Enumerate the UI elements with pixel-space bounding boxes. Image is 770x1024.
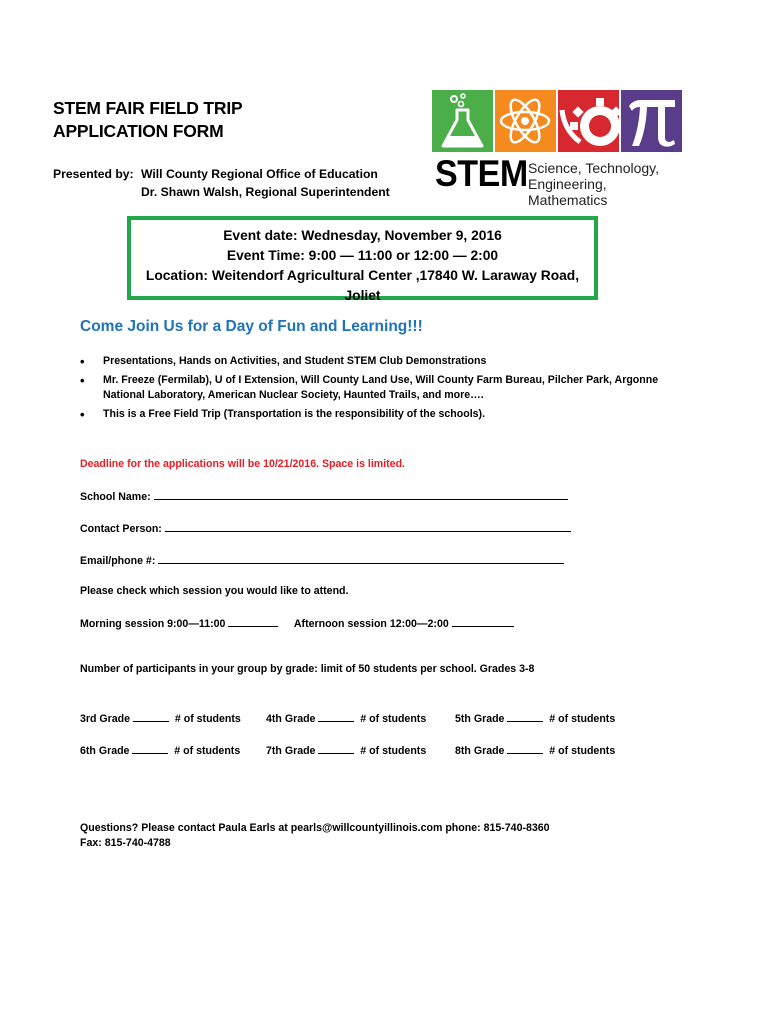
title-line-2: APPLICATION FORM xyxy=(53,121,224,141)
grade-suffix: # of students xyxy=(174,713,241,725)
logo-subtitle-line-1: Science, Technology, xyxy=(528,160,660,176)
logo-subtitle xyxy=(528,160,682,208)
grade-label: 7th Grade xyxy=(266,745,316,757)
school-name-label: School Name: xyxy=(80,491,151,503)
bullet-icon: • xyxy=(80,354,85,369)
list-item xyxy=(80,373,680,404)
grade-suffix: # of students xyxy=(549,745,616,757)
list-item xyxy=(80,354,680,370)
grade-suffix: # of students xyxy=(360,713,427,725)
grade-label: 8th Grade xyxy=(455,745,505,757)
bullet-text: This is a Free Field Trip (Transportation is the responsibility of the schools). xyxy=(103,407,486,420)
grade-suffix: # of students xyxy=(360,745,427,757)
grade-count-blank[interactable] xyxy=(133,711,169,722)
morning-session-blank[interactable] xyxy=(228,616,278,627)
presented-by xyxy=(53,165,390,201)
afternoon-session-label: Afternoon session 12:00—2:00 xyxy=(293,618,449,630)
stem-logo xyxy=(432,90,682,208)
session-prompt: Please check which session you would like to attend. xyxy=(80,585,349,597)
email-phone-field xyxy=(80,553,564,567)
invite-heading: Come Join Us for a Day of Fun and Learning!!! xyxy=(80,318,423,335)
grade-label: 4th Grade xyxy=(266,713,316,725)
presented-by-label: Presented by: xyxy=(53,167,134,181)
contact-person-label: Contact Person: xyxy=(80,523,162,535)
grade-cell xyxy=(266,743,426,757)
contact-person-blank[interactable] xyxy=(165,521,571,532)
logo-subtitle-line-2: Engineering, Mathematics xyxy=(528,176,608,208)
bullet-text: Mr. Freeze (Fermilab), U of I Extension, Will County Land Use, Will County Farm Bureau, Pilcher Park, Argonne National Laboratory, American Nuclear Society, Haunted Trails, and more…. xyxy=(103,373,659,401)
bullet-icon: • xyxy=(80,406,85,422)
session-choices xyxy=(80,616,514,630)
grade-count-blank[interactable] xyxy=(507,711,543,722)
atom-icon xyxy=(495,90,556,152)
school-name-field xyxy=(80,489,568,503)
contact-info xyxy=(80,821,550,851)
event-date: Event date: Wednesday, November 9, 2016 xyxy=(223,228,502,243)
grade-cell xyxy=(80,711,241,725)
gear-icon xyxy=(558,90,619,152)
grade-cell xyxy=(455,743,615,757)
bullet-icon: • xyxy=(80,372,85,388)
flask-icon xyxy=(432,90,493,152)
contact-person-field xyxy=(80,521,571,535)
morning-session-label: Morning session 9:00—11:00 xyxy=(80,618,226,630)
grade-label: 3rd Grade xyxy=(80,713,131,725)
contact-questions: Questions? Please contact Paula Earls at pearls@willcountyillinois.com phone: 815-740-8360 xyxy=(80,822,550,834)
deadline-notice: Deadline for the applications will be 10/21/2016. Space is limited. xyxy=(80,458,405,470)
grade-cell xyxy=(80,743,240,757)
grade-label: 5th Grade xyxy=(455,713,505,725)
bullet-text: Presentations, Hands on Activities, and Student STEM Club Demonstrations xyxy=(103,355,487,367)
presenter-name: Dr. Shawn Walsh, Regional Superintendent xyxy=(141,185,390,199)
grade-count-blank[interactable] xyxy=(507,743,543,754)
logo-wordmark: STEM xyxy=(435,153,528,194)
event-location: Location: Weitendorf Agricultural Center ,17840 W. Laraway Road, Joliet xyxy=(145,268,580,303)
participants-prompt: Number of participants in your group by grade: limit of 50 students per school. Grades 3-8 xyxy=(80,663,535,675)
grade-count-blank[interactable] xyxy=(318,743,354,754)
grade-cell xyxy=(455,711,615,725)
grade-cell xyxy=(266,711,426,725)
title-line-1: STEM FAIR FIELD TRIP xyxy=(53,98,243,118)
contact-fax: Fax: 815-740-4788 xyxy=(80,837,171,849)
email-phone-blank[interactable] xyxy=(158,553,564,564)
presenter-org: Will County Regional Office of Education xyxy=(141,167,378,181)
bullet-list xyxy=(80,354,680,425)
grade-suffix: # of students xyxy=(549,713,616,725)
event-time: Event Time: 9:00 — 11:00 or 12:00 — 2:00 xyxy=(226,248,499,263)
grade-suffix: # of students xyxy=(174,745,241,757)
grade-count-blank[interactable] xyxy=(132,743,168,754)
email-phone-label: Email/phone #: xyxy=(80,555,156,567)
event-details-box xyxy=(127,216,598,303)
grade-count-blank[interactable] xyxy=(318,711,354,722)
afternoon-session-blank[interactable] xyxy=(452,616,514,627)
list-item xyxy=(80,407,680,423)
page-title xyxy=(53,97,242,143)
pi-icon xyxy=(621,90,682,152)
grade-label: 6th Grade xyxy=(80,745,130,757)
school-name-blank[interactable] xyxy=(154,489,568,500)
